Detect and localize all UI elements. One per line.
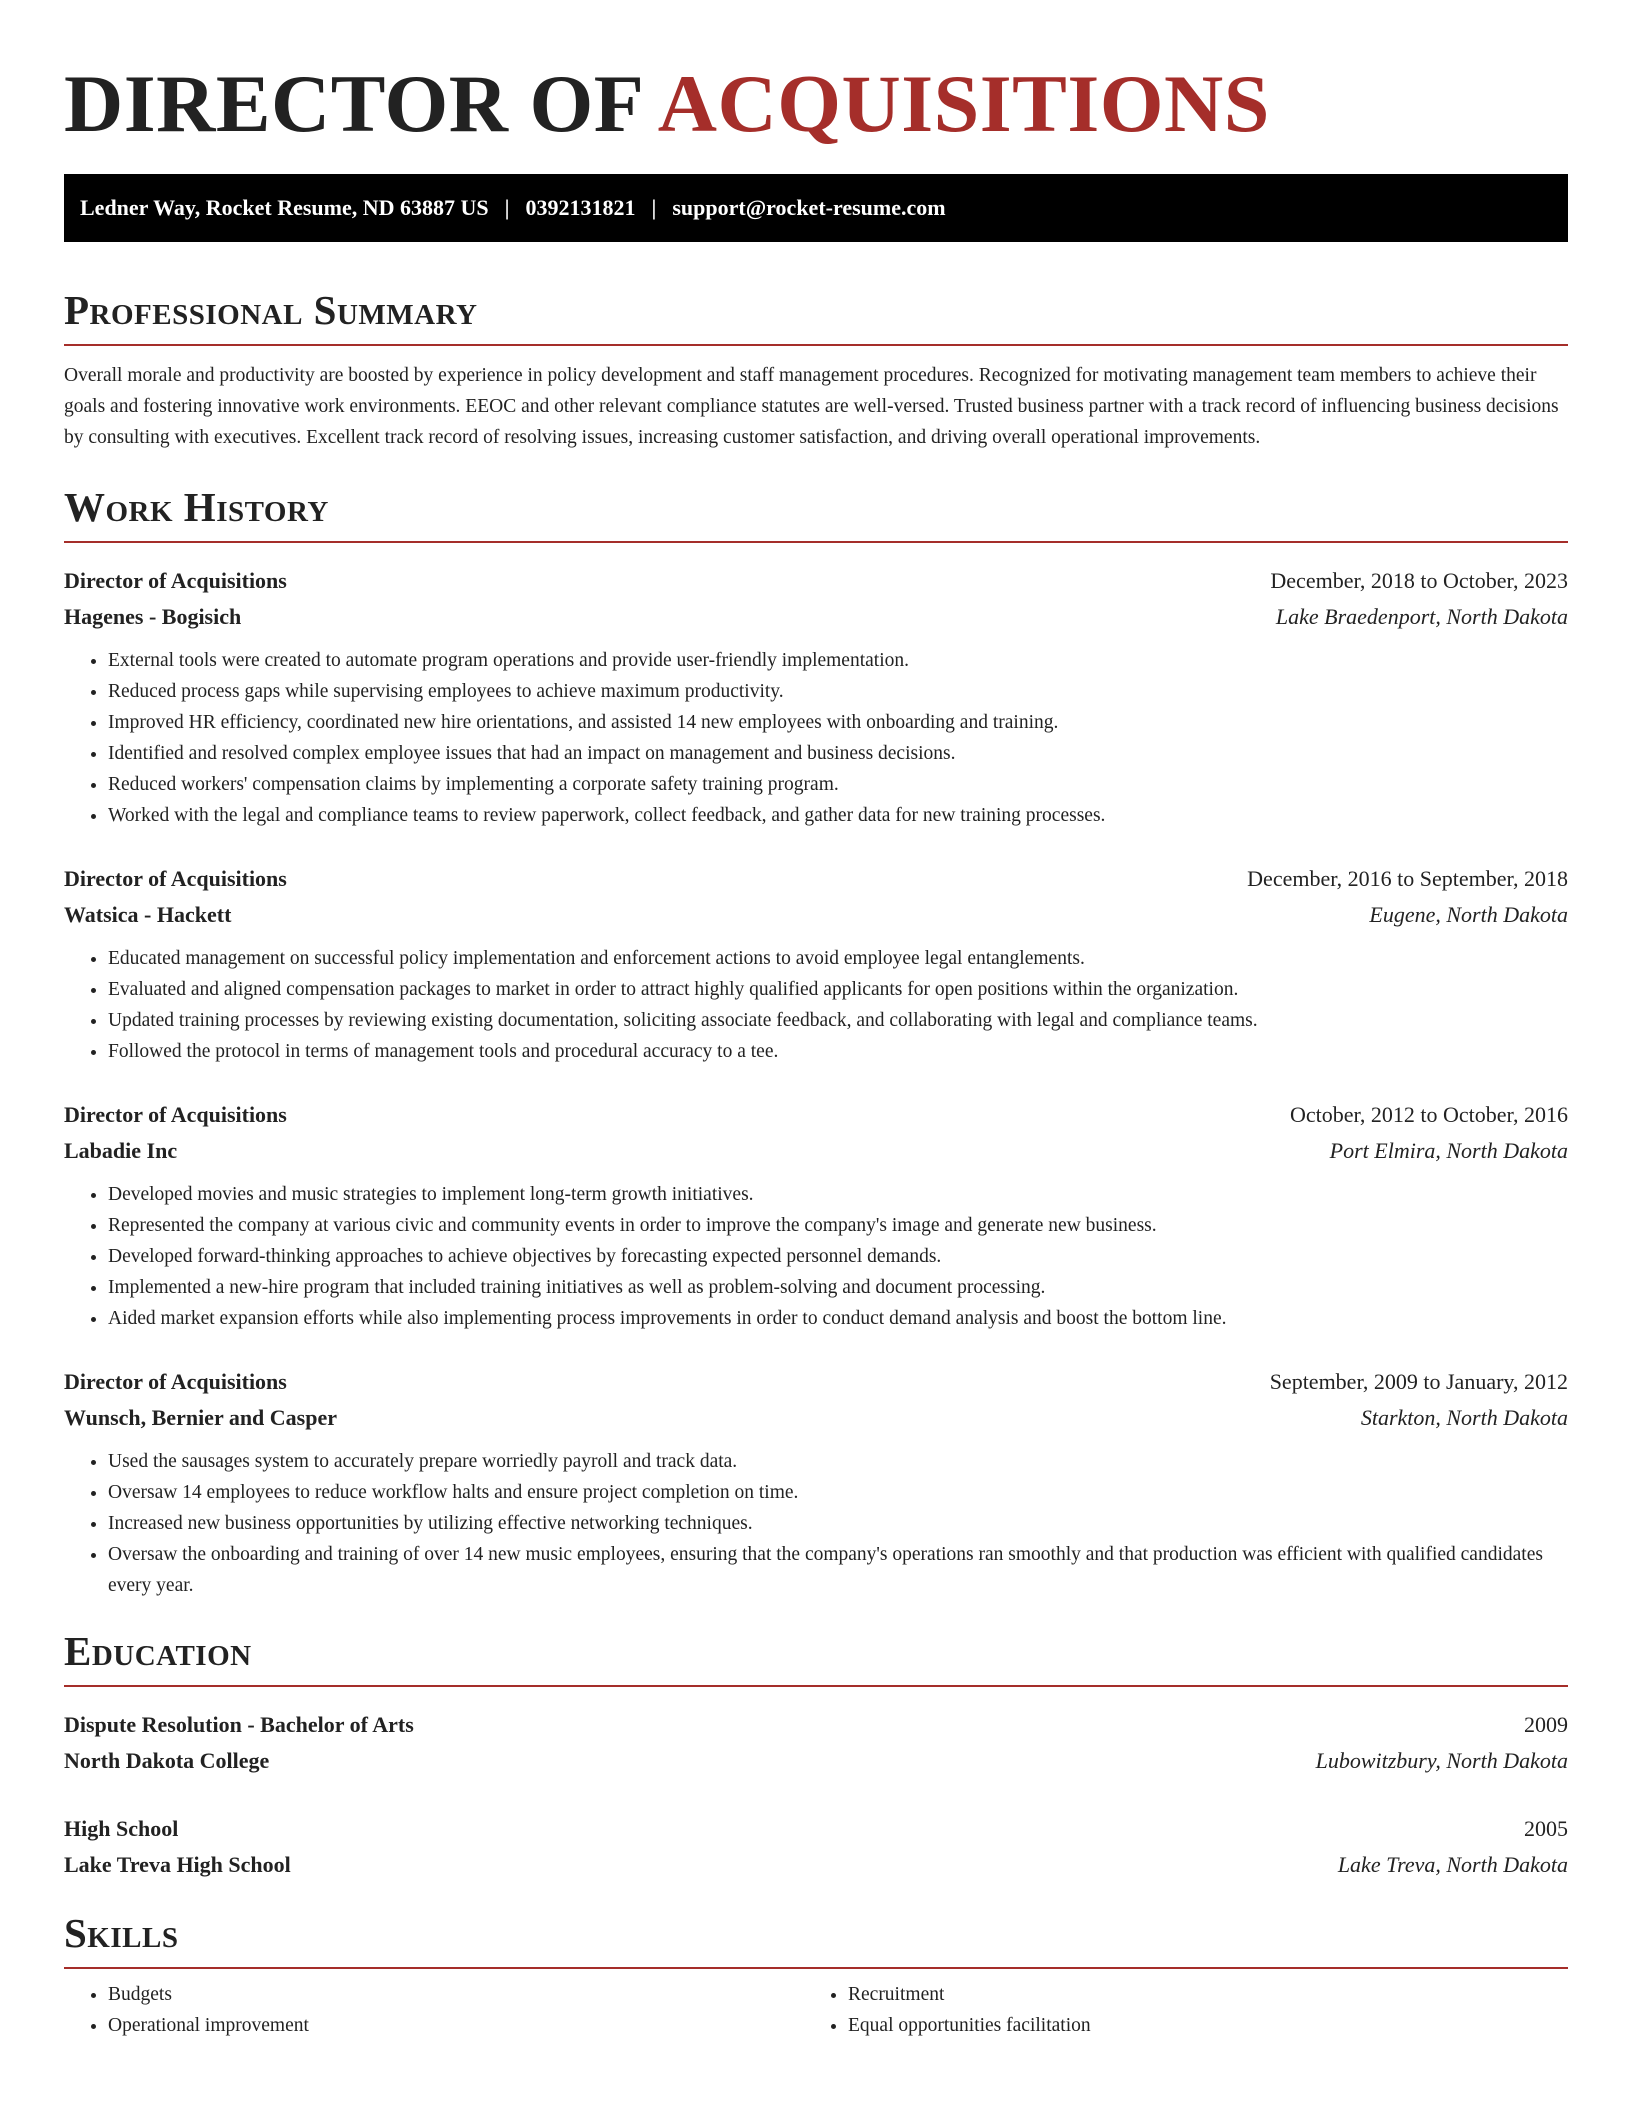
job-location: Starkton, North Dakota [1360, 1405, 1568, 1430]
education-year: 2009 [1524, 1712, 1568, 1737]
job-bullet: • Oversaw the onboarding and training of over 14 new music employees, ensuring that the company's operations ran smoothly and that production was efficient with qualified candidates every year. [108, 1539, 1568, 1601]
contact-phone: 0392131821 [525, 195, 636, 220]
job-dates: December, 2016 to September, 2018 [1247, 866, 1568, 891]
education-heading: Education [64, 1627, 1568, 1687]
skills-heading: Skills [64, 1909, 1568, 1969]
contact-email: support@rocket-resume.com [672, 195, 946, 220]
skill-item: • Operational improvement [108, 2010, 804, 2041]
job-bullet: • Updated training processes by reviewing existing documentation, soliciting associate feedback, and collaborating with legal and compliance teams. [108, 1005, 1568, 1036]
job-bullet: • Reduced workers' compensation claims by implementing a corporate safety training program. [108, 769, 1568, 800]
education-location: Lubowitzbury, North Dakota [1315, 1748, 1568, 1773]
job-bullets [64, 1446, 1568, 1601]
job-entry [64, 563, 1568, 831]
contact-address: Ledner Way, Rocket Resume, ND 63887 US [80, 195, 489, 220]
skills-column-right [804, 1979, 1568, 2041]
job-title: Director of Acquisitions [64, 866, 287, 891]
job-bullet: • Identified and resolved complex employee issues that had an impact on management and business decisions. [108, 738, 1568, 769]
job-bullets [64, 943, 1568, 1067]
job-bullets [64, 645, 1568, 831]
job-bullet: • Implemented a new-hire program that included training initiatives as well as problem-solving and document processing. [108, 1272, 1568, 1303]
job-bullet: • Represented the company at various civic and community events in order to improve the company's image and generate new business. [108, 1210, 1568, 1241]
job-location: Port Elmira, North Dakota [1329, 1138, 1568, 1163]
job-company: Labadie Inc [64, 1138, 178, 1163]
job-bullet: • Increased new business opportunities by utilizing effective networking techniques. [108, 1508, 1568, 1539]
skills-list [64, 1979, 1568, 2041]
job-company: Watsica - Hackett [64, 902, 232, 927]
education-degree: Dispute Resolution - Bachelor of Arts [64, 1712, 414, 1737]
job-bullet: • Followed the protocol in terms of management tools and procedural accuracy to a tee. [108, 1036, 1568, 1067]
job-title: Director of Acquisitions [64, 568, 287, 593]
job-bullets [64, 1179, 1568, 1334]
contact-separator: | [651, 195, 657, 220]
education-school: North Dakota College [64, 1748, 270, 1773]
job-bullet: • Developed forward-thinking approaches to achieve objectives by forecasting expected personnel demands. [108, 1241, 1568, 1272]
skill-item: • Budgets [108, 1979, 804, 2010]
job-dates: December, 2018 to October, 2023 [1270, 568, 1568, 593]
education-entry [64, 1707, 1568, 1779]
contact-bar [64, 174, 1568, 242]
summary-heading: Professional Summary [64, 286, 1568, 346]
skill-item: • Equal opportunities facilitation [848, 2010, 1568, 2041]
resume-title [64, 58, 1568, 150]
job-location: Eugene, North Dakota [1369, 902, 1568, 927]
job-bullet: • Oversaw 14 employees to reduce workflow halts and ensure project completion on time. [108, 1477, 1568, 1508]
education-school: Lake Treva High School [64, 1852, 291, 1877]
job-location: Lake Braedenport, North Dakota [1275, 604, 1568, 629]
job-company: Hagenes - Bogisich [64, 604, 242, 629]
resume-page [64, 0, 1568, 2041]
education-degree: High School [64, 1816, 179, 1841]
job-bullet: • Educated management on successful policy implementation and enforcement actions to avoid employee legal entanglements. [108, 943, 1568, 974]
job-bullet: • Developed movies and music strategies to implement long-term growth initiatives. [108, 1179, 1568, 1210]
skill-item: • Recruitment [848, 1979, 1568, 2010]
job-company: Wunsch, Bernier and Casper [64, 1405, 338, 1430]
job-bullet: • Improved HR efficiency, coordinated new hire orientations, and assisted 14 new employees with onboarding and training. [108, 707, 1568, 738]
education-location: Lake Treva, North Dakota [1337, 1852, 1568, 1877]
job-bullet: • Reduced process gaps while supervising employees to achieve maximum productivity. [108, 676, 1568, 707]
education-year: 2005 [1524, 1816, 1568, 1841]
job-entry [64, 861, 1568, 1067]
education-entry [64, 1811, 1568, 1883]
job-bullet: • Worked with the legal and compliance teams to review paperwork, collect feedback, and gather data for new training processes. [108, 800, 1568, 831]
skills-column-left [64, 1979, 804, 2041]
job-bullet: • Used the sausages system to accurately prepare worriedly payroll and track data. [108, 1446, 1568, 1477]
title-part-1: DIRECTOR OF [64, 58, 642, 149]
contact-separator: | [504, 195, 510, 220]
job-bullet: • External tools were created to automate program operations and provide user-friendly implementation. [108, 645, 1568, 676]
job-dates: September, 2009 to January, 2012 [1269, 1369, 1568, 1394]
work-history-heading: Work History [64, 483, 1568, 543]
title-part-2: ACQUISITIONS [657, 58, 1270, 149]
job-title: Director of Acquisitions [64, 1102, 287, 1127]
job-bullet: • Evaluated and aligned compensation packages to market in order to attract highly qualified applicants for open positions within the organization. [108, 974, 1568, 1005]
job-dates: October, 2012 to October, 2016 [1289, 1102, 1568, 1127]
job-bullet: • Aided market expansion efforts while also implementing process improvements in order to conduct demand analysis and boost the bottom line. [108, 1303, 1568, 1334]
summary-text: Overall morale and productivity are boosted by experience in policy development and staff management procedures. Recognized for motivating management team members to achieve their goals and fostering innovative work environments. EEOC and other relevant compliance statutes are well-versed. Trusted business partner with a track record of influencing business decisions by consulting with executives. Excellent track record of resolving issues, increasing customer satisfaction, and driving overall operational improvements. [64, 365, 1559, 448]
job-entry [64, 1364, 1568, 1601]
job-entry [64, 1097, 1568, 1334]
job-title: Director of Acquisitions [64, 1369, 287, 1394]
